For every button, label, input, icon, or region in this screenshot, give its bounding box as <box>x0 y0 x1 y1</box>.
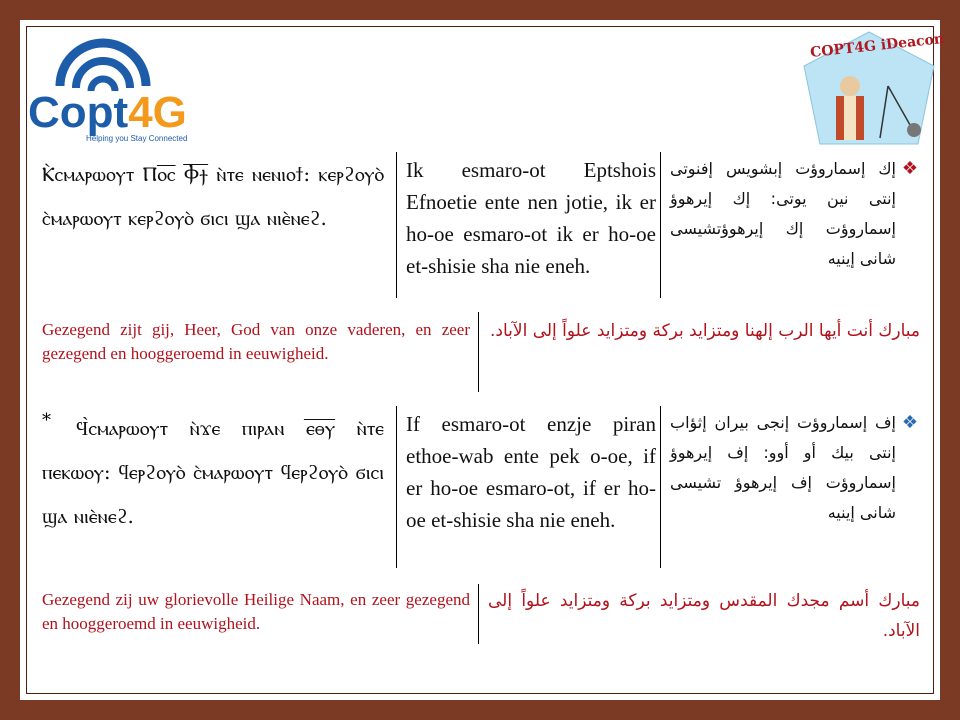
ideacon-logo <box>798 26 945 150</box>
logo-4g-mark: 4G <box>128 88 187 137</box>
coptic-verse-1: Ⲕ̀ⲥⲙⲁⲣⲱⲟⲩⲧ Ⲡⲟ̅ⲥ̅ Ⲫ︦ϯ︦ ⲛ̀ⲧⲉ ⲛⲉⲛⲓⲟϯ: ⲕⲉⲣϩⲟⲩⲟ̀ ⲥ̀ⲙⲁⲣⲱⲟⲩⲧ ⲕⲉⲣϩⲟⲩⲟ̀ ϭⲓⲥⲓ ϣⲁ ⲛⲓⲉ̀ⲛⲉϩ. <box>42 162 384 230</box>
bullet-icon: ❖ <box>901 158 918 178</box>
wifi-icon <box>28 36 198 96</box>
transliteration-verse-1: Ik esmaro-ot Eptshois Efnoetie ente nen jotie, ik er ho-oe esmaro-ot ik er ho-oe et-shisie sha nie eneh. <box>406 158 656 278</box>
arabic-transliteration-verse-1: إك إسماروؤت إبشويس إفنوتى إنتى نين يوتى: إك إيرهوؤ إسماروؤت إك إيرهوؤتشيسى شانى إينيه <box>670 159 896 268</box>
logo-tagline: Helping you Stay Connected <box>86 134 188 143</box>
column-divider <box>660 406 661 568</box>
logo-wordmark <box>28 88 187 138</box>
hymn-table <box>36 152 924 652</box>
logo-name: Copt4G <box>28 88 187 137</box>
copt4g-logo <box>28 36 198 146</box>
transliteration-verse-2: If esmaro-ot enzje piran ethoe-wab ente pek o-oe, if er ho-oe esmaro-ot, if er ho-oe et-shisie sha nie eneh. <box>406 412 656 532</box>
bullet-icon: ❖ <box>901 412 918 432</box>
ideacon-title: COPT4G iDeacon <box>809 31 945 61</box>
column-divider <box>396 406 397 568</box>
dutch-translation-1: Gezegend zijt gij, Heer, God van onze vaderen, en zeer gezegend en hooggeroemd in eeuwigheid. <box>42 320 470 363</box>
coptic-verse-2: Ϥ̀ⲥⲙⲁⲣⲱⲟⲩⲧ ⲛ̀ϫⲉ ⲡⲓⲣⲁⲛ ⲉ̅ⲑ̅ⲩ̅ ⲛ̀ⲧⲉ ⲡⲉⲕⲱⲟⲩ: ϥⲉⲣϩⲟⲩⲟ̀ ⲥ̀ⲙⲁⲣⲱⲟⲩⲧ ϥⲉⲣϩⲟⲩⲟ̀ ϭⲓⲥⲓ ϣⲁ ⲛⲓⲉ̀ⲛⲉϩ. <box>42 416 384 528</box>
arabic-translation-2: مبارك أسم مجدك المقدس ومتزايد بركة ومتزايد علواً إلى الآباد. <box>488 591 920 641</box>
column-divider <box>396 152 397 298</box>
arabic-transliteration-verse-2: إف إسماروؤت إنجى بيران إثؤاب إنتى بيك أو أوو: إف إيرهوؤ إسماروؤت إف إيرهوؤ تشيسى شانى إينيه <box>670 413 896 522</box>
column-divider <box>478 584 479 644</box>
dutch-translation-2: Gezegend zij uw glorievolle Heilige Naam, en zeer gezegend en hooggeroemd in eeuwigheid. <box>42 590 470 633</box>
arabic-translation-1: مبارك أنت أيها الرب إلهنا ومتزايد بركة ومتزايد علواً إلى الآباد. <box>489 321 920 341</box>
column-divider <box>660 152 661 298</box>
column-divider <box>478 312 479 392</box>
asterisk-mark: * <box>42 410 51 431</box>
